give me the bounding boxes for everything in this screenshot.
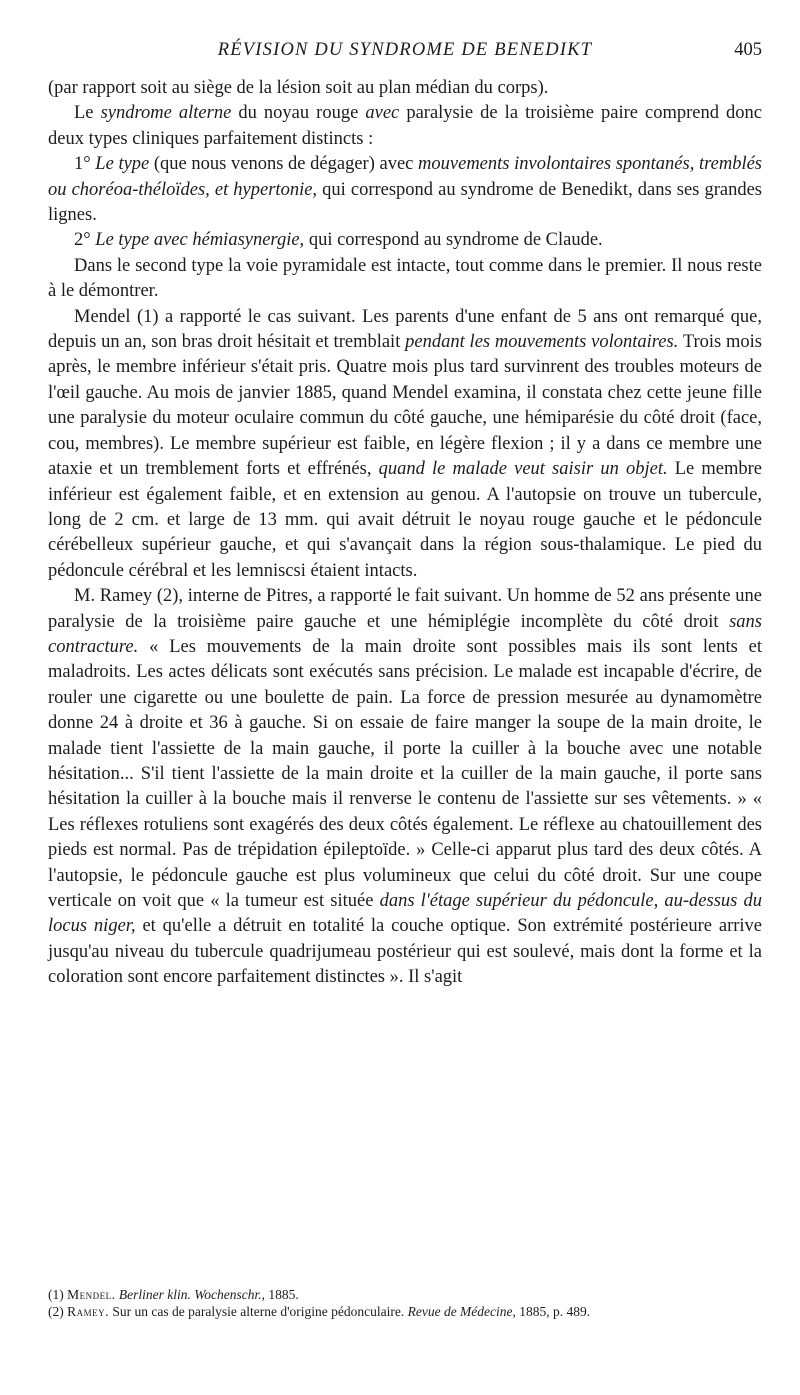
footnote-ref: , 1885, p. 489. xyxy=(512,1304,591,1319)
text-run: M. Ramey (2), interne de Pitres, a rapporté le fait suivant. Un homme de 52 ans présente une paralysie de la troisième paire gauche et une hémiplégie incomplète du côté droit xyxy=(48,586,762,632)
italic-run: pendant les mouvements volontaires. xyxy=(405,332,679,353)
text-run: 1° xyxy=(74,154,96,175)
footnote-mark: (2) xyxy=(48,1304,68,1319)
paragraph-continuation: (par rapport soit au siège de la lésion soit au plan médian du corps). xyxy=(48,78,549,98)
paragraph-second-type: Dans le second type la voie pyramidale est intacte, tout comme dans le premier. Il nous reste à le démontrer. xyxy=(48,255,762,302)
running-head-title: RÉVISION DU SYNDROME DE BENEDIKT xyxy=(217,40,593,60)
footnote-journal: Revue de Médecine xyxy=(407,1304,513,1319)
text-run: Trois mois après, le membre inférieur s'était pris. Quatre mois plus tard survinrent des troubles moteurs de l'œil gauche. Au mois de janvier 1885, quand Mendel examina, il constata chez cette jeune fille une paralysie du moteur oculaire commun du côté gauche, une hémiparésie du côté droit (face, cou, membres). Le membre supérieur est faible, en légère flexion ; il y a dans ce membre une ataxie et un tremblement forts et effrénés, xyxy=(48,332,762,480)
book-page xyxy=(48,0,762,1395)
text-run: 2° xyxy=(74,230,96,251)
text-run: du noyau rouge xyxy=(231,103,366,124)
italic-run: quand le malade veut saisir un objet. xyxy=(378,459,668,480)
text-run: Le xyxy=(74,103,101,124)
page-number: 405 xyxy=(734,40,762,60)
text-run: qui correspond au syndrome de Claude. xyxy=(304,230,603,251)
text-run: paralysie de la troisième paire comprend donc deux types cliniques parfaitement distincts : xyxy=(48,103,763,149)
footnote-1 xyxy=(48,1286,762,1303)
footnote-author: Mendel. xyxy=(67,1287,116,1302)
italic-run: mouvements involontaires spontanés, tremblés ou choréoa-théloïdes, et hypertonie, xyxy=(48,154,762,200)
text-run: qui correspond au syndrome de Benedikt, dans ses grandes lignes. xyxy=(48,179,762,226)
italic-run: syndrome alterne xyxy=(100,103,232,124)
italic-run: dans l'étage supérieur du pédoncule, au-dessus du locus niger, xyxy=(48,891,762,937)
italic-run: Le type avec hémiasynergie, xyxy=(95,230,305,251)
text-run: (que nous venons de dégager) avec xyxy=(149,154,419,175)
footnotes xyxy=(48,1286,762,1320)
body-text xyxy=(48,76,762,991)
text-run: et qu'elle a détruit en totalité la couche optique. Son extrémité postérieure arrive jusqu'au niveau du tubercule quadrijumeau postérieur qui est soulevé, mais dont la forme et la coloration sont encore parfaitement distinctes ». Il s'agit xyxy=(48,916,762,988)
footnote-mark: (1) xyxy=(48,1287,68,1302)
paragraph-syndrome-alterne xyxy=(48,101,762,152)
text-run: « Les mouvements de la main droite sont possibles mais ils sont lents et maladroits. Les actes délicats sont exécutés sans précision. Le malade est incapable d'écrire, de rouler une cigarette ou une boulette de pain. La force de pression mesurée au dynamomètre donne 24 à droite et 36 à gauche. Si on essaie de faire manger la soupe de la main droite, le malade tient l'assiette de la main gauche, il porte la cuiller à la bouche avec une notable hésitation... S'il tient l'assiette de la main droite et la cuiller de la main gauche, il porte sans hésitation la cuiller à la bouche mais il renverse le contenu de l'assiette sur ses vêtements. » « Les réflexes rotuliens sont exagérés des deux côtés également. Le réflexe au chatouillement des pieds est normal. Pas de trépidation épileptoïde. » Celle-ci apparut plus tard des deux côtés. A l'autopsie, le pédoncule gauche est plus volumineux que celui du côté droit. Sur une coupe verticale on voit que « la tumeur est située xyxy=(48,636,762,911)
paragraph-type-1 xyxy=(48,152,762,228)
italic-run: Le type xyxy=(95,154,150,175)
text-run: Mendel (1) a rapporté le cas suivant. Les parents d'une enfant de 5 ans ont remarqué que, depuis un an, son bras droit hésitait et tremblait xyxy=(48,306,762,353)
running-head xyxy=(48,40,762,64)
italic-run: sans contracture. xyxy=(48,611,762,657)
footnote-ref: , 1885. xyxy=(261,1287,299,1302)
footnote-title: Sur un cas de paralysie alterne d'origine pédonculaire. xyxy=(109,1304,408,1319)
footnote-2 xyxy=(48,1303,762,1320)
text-run: Le membre inférieur est également faible, et en extension au genou. A l'autopsie on trouve un tubercule, long de 2 cm. et large de 13 mm. qui avait détruit le noyau rouge gauche et le pédoncule cérébelleux supérieur gauche, et qui s'avançait dans la région sous-thalamique. Le pied du pédoncule cérébral et les lemniscsi étaient intacts. xyxy=(48,459,762,581)
footnote-author: Ramey. xyxy=(67,1304,110,1319)
italic-run: avec xyxy=(365,103,400,124)
footnote-journal: Berliner klin. Wochenschr. xyxy=(115,1287,262,1302)
paragraph-type-2 xyxy=(48,228,762,253)
paragraph-mendel-case xyxy=(48,305,762,584)
paragraph-ramey-case xyxy=(48,584,762,991)
